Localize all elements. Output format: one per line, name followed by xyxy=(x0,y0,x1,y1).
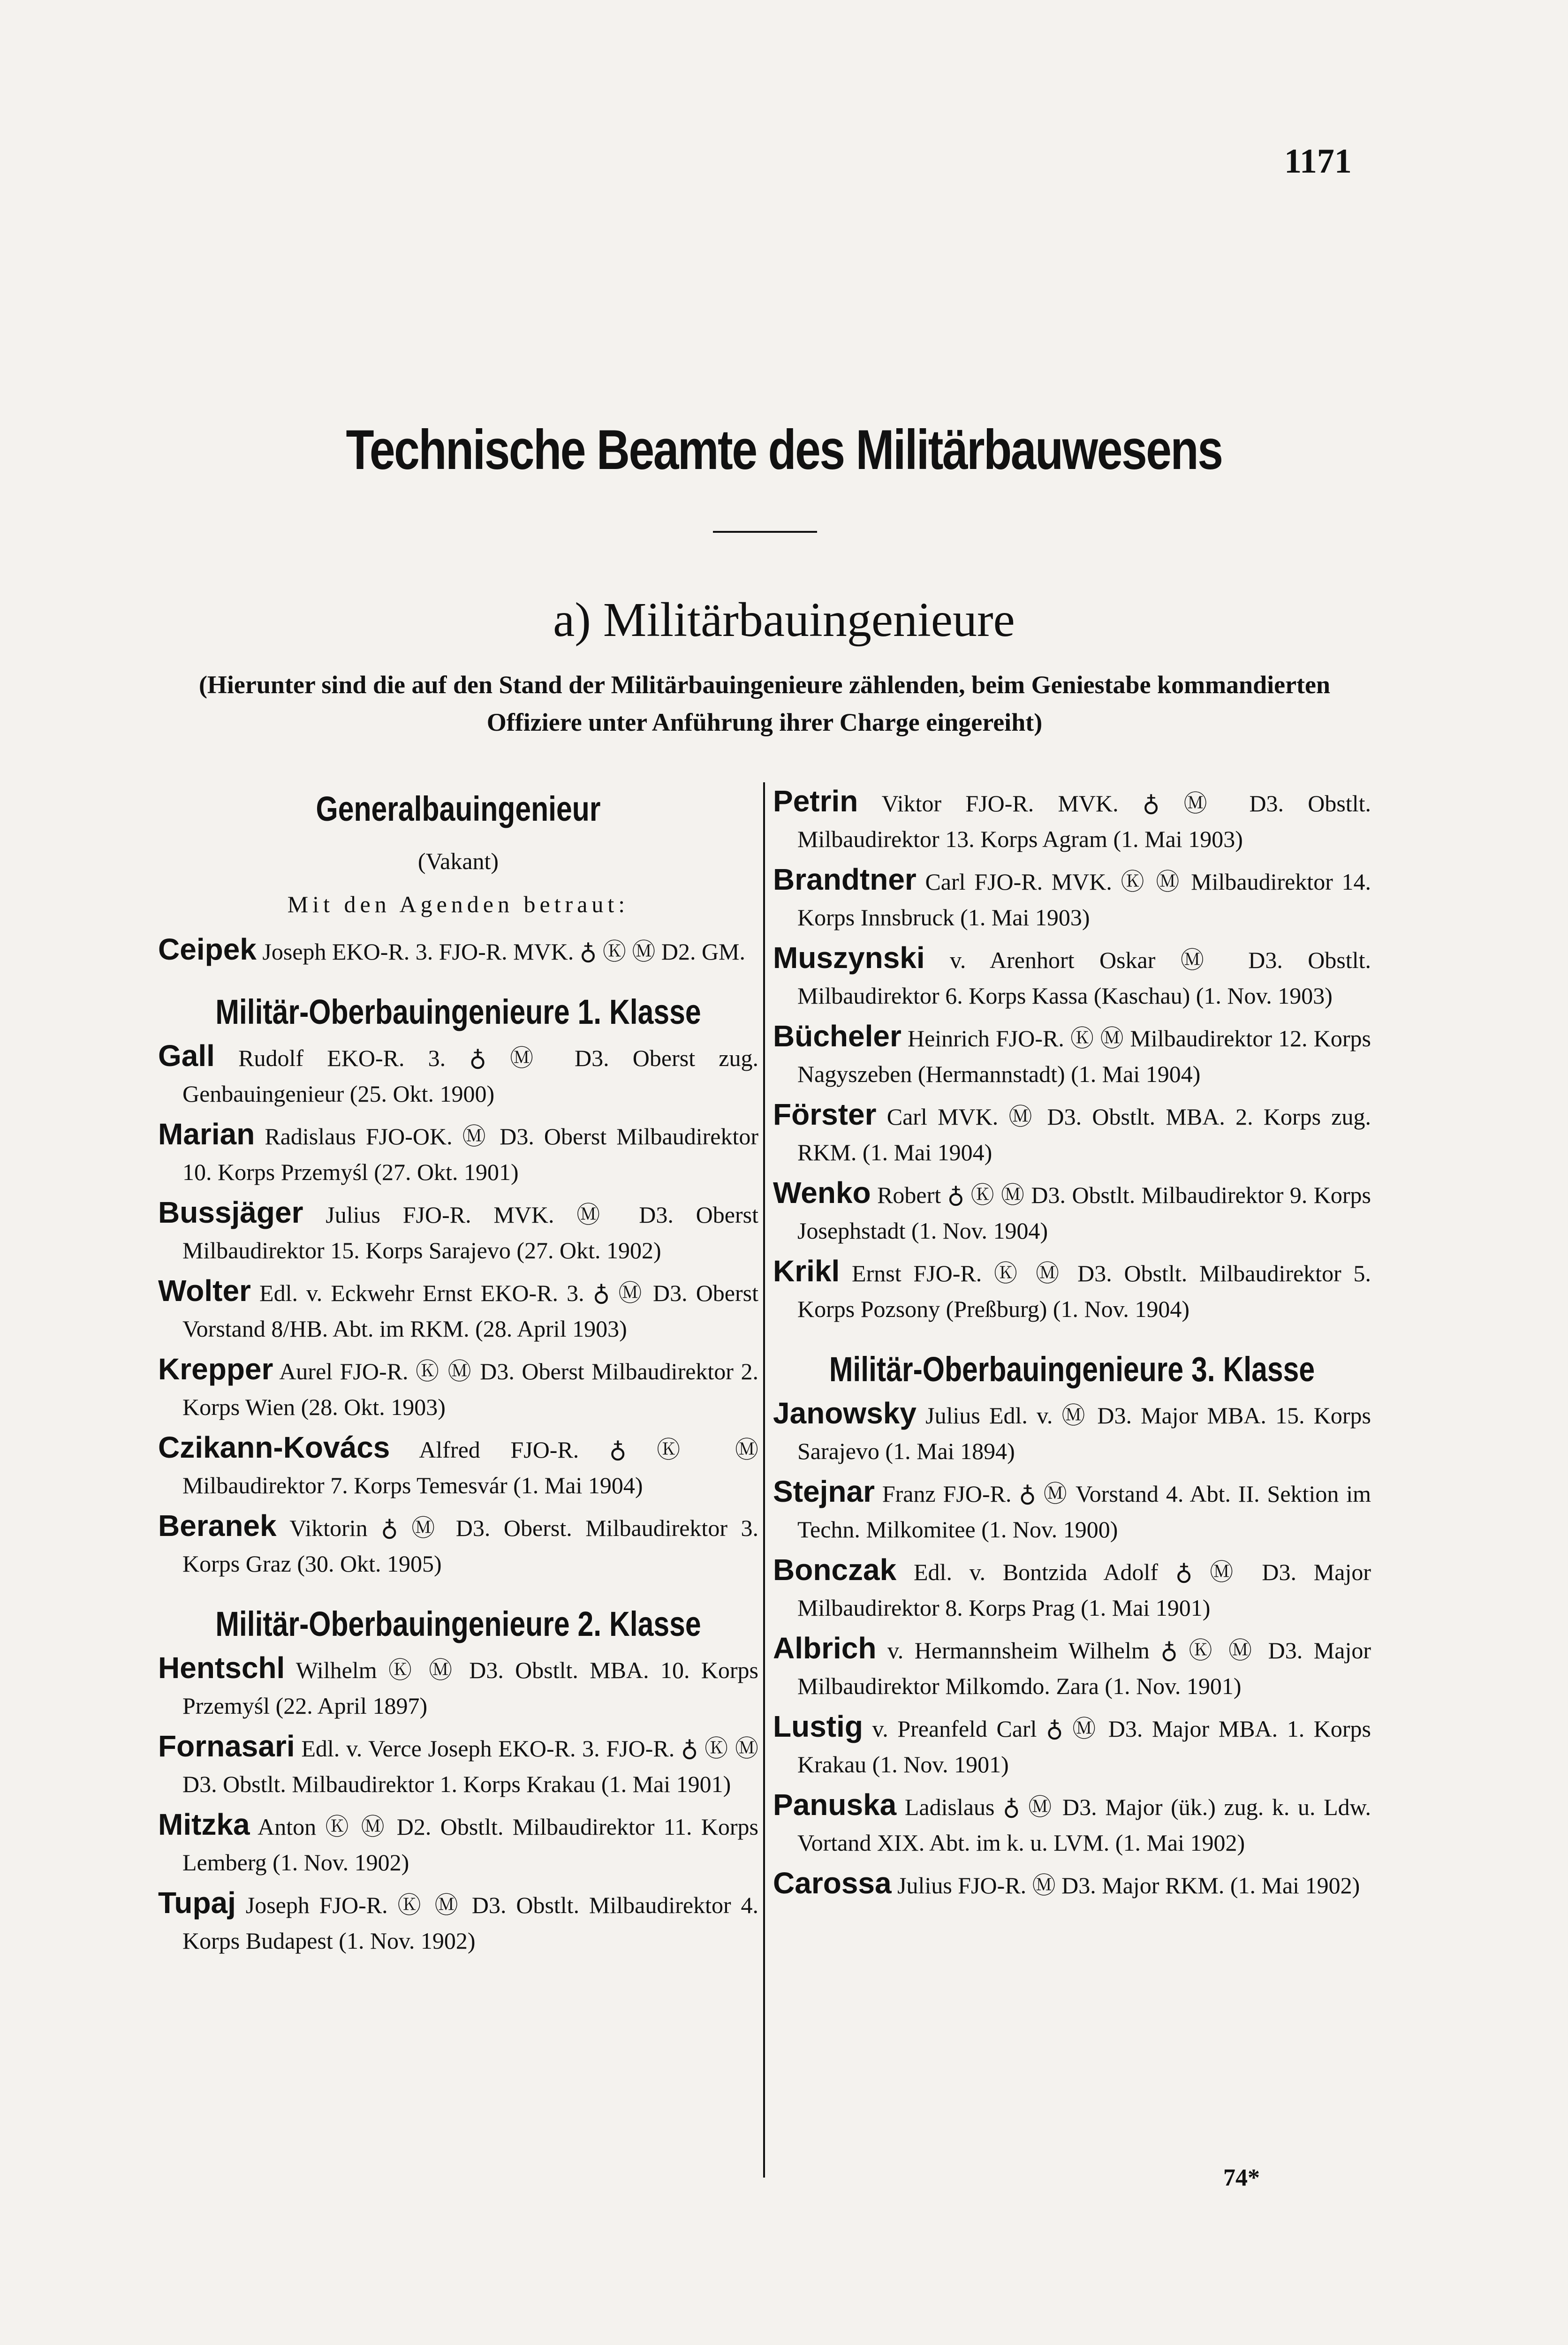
section-subtitle: a) Militärbauingenieure xyxy=(553,593,1015,647)
roster-entry xyxy=(773,940,1371,1014)
entry-surname: Brandtner xyxy=(773,862,917,896)
roster-entry xyxy=(773,1175,1371,1248)
entry-details: Robert ♁ Ⓚ Ⓜ D3. Obstlt. Milbaudirektor 9. Korps Josephstadt (1. Nov. 1904) xyxy=(797,1182,1371,1244)
roster-entry xyxy=(158,1508,758,1581)
entry-surname: Marian xyxy=(158,1117,255,1151)
entry-surname: Lustig xyxy=(773,1710,863,1743)
entry-surname: Panuska xyxy=(773,1788,897,1822)
entry-details: v. Hermannsheim Wilhelm ♁ Ⓚ Ⓜ D3. Major Milbaudirektor Milkomdo. Zara (1. Nov. 1901) xyxy=(797,1637,1371,1699)
roster-entry xyxy=(773,1787,1371,1861)
roster-entry xyxy=(773,1097,1371,1170)
entry-surname: Stejnar xyxy=(773,1475,875,1508)
entry-details: Joseph EKO-R. 3. FJO-R. MVK. ♁ Ⓚ Ⓜ D2. GM. xyxy=(256,938,746,965)
entry-details: Edl. v. Eckwehr Ernst EKO-R. 3. ♁ Ⓜ D3. Oberst Vorstand 8/HB. Abt. im RKM. (28. April 1903) xyxy=(182,1280,758,1342)
roster-entry xyxy=(158,931,758,969)
klasse2-continued-list xyxy=(773,783,1371,1327)
roster-entry xyxy=(773,1253,1371,1327)
entry-details: Edl. v. Verce Joseph EKO-R. 3. FJO-R. ♁ Ⓚ Ⓜ D3. Obstlt. Milbaudirektor 1. Korps Krakau (1. Mai 1901) xyxy=(182,1735,758,1797)
column-divider xyxy=(763,782,765,2178)
entry-surname: Muszynski xyxy=(773,941,925,975)
entry-surname: Wenko xyxy=(773,1176,871,1210)
entry-details: Franz FJO-R. ♁ Ⓜ Vorstand 4. Abt. II. Sektion im Techn. Milkomitee (1. Nov. 1900) xyxy=(797,1481,1371,1543)
klasse2-list xyxy=(158,1650,758,1959)
entry-surname: Ceipek xyxy=(158,932,257,966)
entry-details: Heinrich FJO-R. Ⓚ Ⓜ Milbaudirektor 12. Korps Nagyszeben (Hermannstadt) (1. Mai 1904) xyxy=(797,1025,1371,1087)
entry-surname: Bonczak xyxy=(773,1553,897,1587)
entry-details: Joseph FJO-R. Ⓚ Ⓜ D3. Obstlt. Milbaudirektor 4. Korps Budapest (1. Nov. 1902) xyxy=(182,1892,758,1954)
footnote-mark: 74* xyxy=(1223,2164,1260,2191)
roster-entry xyxy=(158,1038,758,1112)
entry-details: Aurel FJO-R. Ⓚ Ⓜ D3. Oberst Milbaudirektor 2. Korps Wien (28. Okt. 1903) xyxy=(182,1358,758,1420)
generalbau-list xyxy=(158,931,758,969)
roster-entry xyxy=(158,1650,758,1724)
entry-details: Rudolf EKO-R. 3. ♁ Ⓜ D3. Oberst zug. Genbauingenieur (25. Okt. 1900) xyxy=(182,1045,758,1107)
roster-entry xyxy=(773,1018,1371,1092)
entry-details: Anton Ⓚ Ⓜ D2. Obstlt. Milbaudirektor 11. Korps Lemberg (1. Nov. 1902) xyxy=(182,1814,758,1876)
entry-surname: Bussjäger xyxy=(158,1195,303,1229)
entry-details: Edl. v. Bontzida Adolf ♁ Ⓜ D3. Major Milbaudirektor 8. Korps Prag (1. Mai 1901) xyxy=(797,1559,1371,1621)
entry-details: Carl MVK. Ⓜ D3. Obstlt. MBA. 2. Korps zug. RKM. (1. Mai 1904) xyxy=(797,1104,1371,1165)
entry-details: Viktorin ♁ Ⓜ D3. Oberst. Milbaudirektor 3. Korps Graz (30. Okt. 1905) xyxy=(182,1515,758,1577)
roster-entry xyxy=(158,1430,758,1503)
entry-surname: Hentschl xyxy=(158,1651,285,1685)
left-column xyxy=(158,783,758,1963)
roster-entry xyxy=(158,1273,758,1346)
entry-details: Julius FJO-R. Ⓜ D3. Major RKM. (1. Mai 1902) xyxy=(891,1872,1360,1899)
page-title: Technische Beamte des Militärbauwesens xyxy=(346,418,1222,481)
entry-details: Carl FJO-R. MVK. Ⓚ Ⓜ Milbaudirektor 14. Korps Innsbruck (1. Mai 1903) xyxy=(797,869,1371,930)
klasse2-heading: Militär-Oberbauingenieure 2. Klasse xyxy=(215,1604,701,1643)
roster-entry xyxy=(773,1395,1371,1469)
entry-details: Ladislaus ♁ Ⓜ D3. Major (ük.) zug. k. u. Ldw. Vortand XIX. Abt. im k. u. LVM. (1. Mai 1902) xyxy=(797,1794,1371,1856)
intro-note: (Hierunter sind die auf den Stand der Militärbauingenieure zählenden, beim Geniestabe kommandierten Offiziere unter Anführung ihrer Charge eingereiht) xyxy=(198,671,1331,736)
entry-surname: Beranek xyxy=(158,1509,277,1543)
entry-details: v. Preanfeld Carl ♁ Ⓜ D3. Major MBA. 1. Korps Krakau (1. Nov. 1901) xyxy=(797,1716,1371,1778)
entry-surname: Fornasari xyxy=(158,1729,295,1763)
roster-entry xyxy=(158,1116,758,1190)
entry-details: Wilhelm Ⓚ Ⓜ D3. Obstlt. MBA. 10. Korps Przemyśl (22. April 1897) xyxy=(182,1657,758,1719)
entry-details: Julius Edl. v. Ⓜ D3. Major MBA. 15. Korps Sarajevo (1. Mai 1894) xyxy=(797,1402,1371,1464)
klasse3-heading: Militär-Oberbauingenieure 3. Klasse xyxy=(829,1350,1315,1389)
roster-entry xyxy=(773,783,1371,857)
entry-surname: Gall xyxy=(158,1039,215,1073)
entry-surname: Tupaj xyxy=(158,1886,236,1920)
entry-surname: Wolter xyxy=(158,1274,251,1308)
roster-entry xyxy=(773,1474,1371,1547)
entry-surname: Carossa xyxy=(773,1866,892,1900)
roster-entry xyxy=(773,1630,1371,1704)
title-divider xyxy=(713,531,817,533)
entry-surname: Mitzka xyxy=(158,1808,250,1841)
roster-entry xyxy=(158,1885,758,1959)
entry-surname: Czikann-Kovács xyxy=(158,1430,390,1464)
entry-details: Viktor FJO-R. MVK. ♁ Ⓜ D3. Obstlt. Milbaudirektor 13. Korps Agram (1. Mai 1903) xyxy=(797,790,1371,852)
entry-surname: Krikl xyxy=(773,1254,840,1288)
roster-entry xyxy=(158,1351,758,1425)
entry-surname: Petrin xyxy=(773,784,858,818)
klasse1-list xyxy=(158,1038,758,1581)
generalbau-heading: Generalbauingenieur xyxy=(316,789,601,828)
entry-details: v. Arenhort Oskar Ⓜ D3. Obstlt. Milbaudirektor 6. Korps Kassa (Kaschau) (1. Nov. 1903) xyxy=(797,947,1371,1009)
roster-entry xyxy=(158,1195,758,1268)
klasse1-heading: Militär-Oberbauingenieure 1. Klasse xyxy=(215,992,701,1031)
entry-surname: Albrich xyxy=(773,1631,877,1665)
entry-surname: Bücheler xyxy=(773,1019,901,1053)
page-number: 1171 xyxy=(1284,142,1352,181)
vakant-note: (Vakant) xyxy=(417,848,499,874)
roster-entry xyxy=(158,1728,758,1802)
entry-details: Alfred FJO-R. ♁ Ⓚ Ⓜ Milbaudirektor 7. Korps Temesvár (1. Mai 1904) xyxy=(182,1437,758,1498)
entry-details: Julius FJO-R. MVK. Ⓜ D3. Oberst Milbaudirektor 15. Korps Sarajevo (27. Okt. 1902) xyxy=(182,1202,758,1263)
entry-surname: Janowsky xyxy=(773,1396,917,1430)
entry-surname: Krepper xyxy=(158,1352,273,1386)
entry-surname: Förster xyxy=(773,1097,877,1131)
entry-details: Ernst FJO-R. Ⓚ Ⓜ D3. Obstlt. Milbaudirektor 5. Korps Pozsony (Preßburg) (1. Nov. 1904) xyxy=(797,1260,1371,1322)
roster-entry xyxy=(773,1709,1371,1782)
roster-entry xyxy=(773,1552,1371,1626)
roster-entry xyxy=(158,1807,758,1880)
entry-details: Radislaus FJO-OK. Ⓜ D3. Oberst Milbaudirektor 10. Korps Przemyśl (27. Okt. 1901) xyxy=(182,1123,758,1185)
agenden-note: Mit den Agenden betraut: xyxy=(287,891,629,917)
roster-entry xyxy=(773,862,1371,935)
klasse3-list xyxy=(773,1395,1371,1903)
right-column xyxy=(773,783,1371,1908)
roster-entry xyxy=(773,1865,1371,1903)
